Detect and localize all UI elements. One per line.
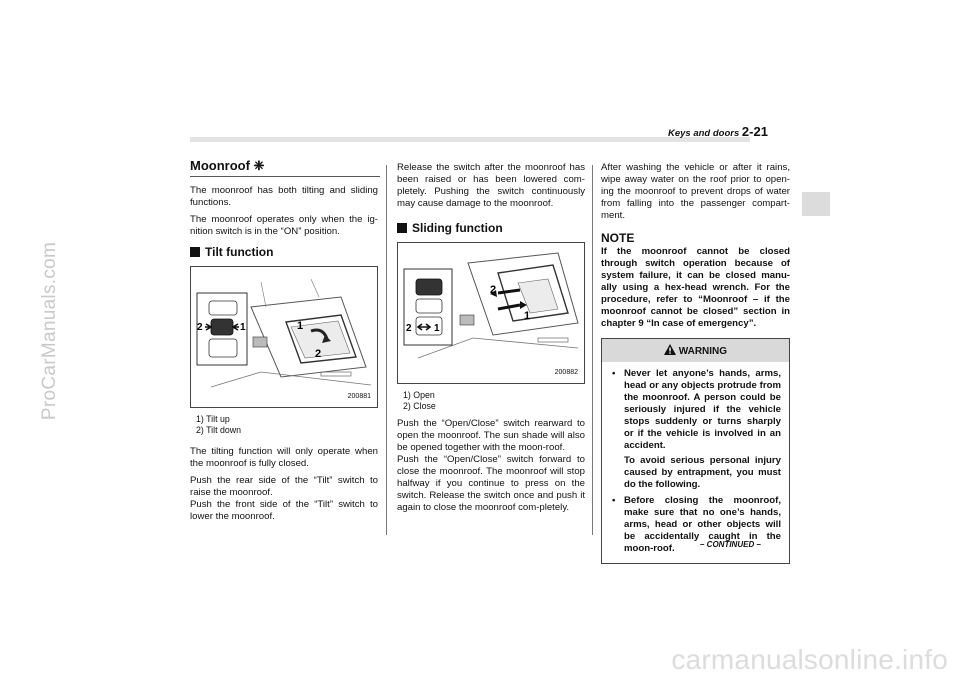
body-paragraph-3: Push the front side of the “Tilt” switch to lower the moonroof. (190, 499, 378, 522)
body-paragraph-2: Push the “Open/Close” switch rearward to open the moonroof. The sun shade will also be opened together with the moon-roof. (397, 418, 585, 453)
tilt-illustration (191, 267, 377, 407)
warning-box (601, 338, 790, 564)
figure-code: 200881 (347, 393, 371, 400)
fig-label-1: 1 (524, 310, 531, 322)
warning-triangle-icon (664, 344, 676, 355)
square-bullet-icon (397, 223, 407, 233)
warning-item (612, 368, 781, 491)
legend-item: 2) Tilt down (196, 425, 241, 435)
section-name: Keys and doors (668, 128, 740, 139)
title-rule (190, 176, 380, 177)
legend-item: 1) Open (403, 390, 435, 400)
square-bullet-icon (190, 247, 200, 257)
fig-label-1b: 1 (434, 323, 440, 334)
legend-item: 1) Tilt up (196, 414, 230, 424)
warning-text: Never let anyone’s hands, arms, head or any objects protrude from the moonroof. A person could be seriously injured if the vehicle stops suddenly or turns sharply or if the vehicle is involved in an accident. (624, 368, 781, 451)
column-divider-2 (592, 165, 593, 535)
column-1 (190, 160, 378, 528)
column-3 (601, 162, 790, 564)
sliding-figure (397, 242, 585, 384)
fig-label-1b: 1 (240, 322, 246, 333)
warning-header: WARNING (602, 339, 789, 362)
note-heading: NOTE (601, 231, 635, 245)
tilt-legend (196, 414, 378, 436)
warning-list (602, 362, 789, 563)
column-2 (397, 162, 585, 519)
body-paragraph-3: Push the “Open/Close” switch forward to close the moonroof. The moonroof will stop halfway if you continue to press on the switch. Release the switch once and push it again to close the moonroof com-pletely. (397, 454, 585, 513)
column-divider-1 (386, 165, 387, 535)
fig-label-2b: 2 (197, 322, 203, 333)
header-rule (190, 137, 750, 142)
warning-text: Before closing the moonroof, make sure that no one’s hands, arms, head or other objects will be accidentally caught in the moon-roof. (624, 495, 781, 554)
figure-code: 200882 (554, 369, 578, 376)
intro-paragraph-1: The moonroof has both tilting and sliding functions. (190, 185, 378, 208)
watermark-left: ProCarManuals.com (39, 241, 60, 421)
continued-marker: – CONTINUED – (700, 540, 761, 549)
fig-label-2: 2 (490, 284, 497, 296)
body-paragraph-2: Push the rear side of the “Tilt” switch to raise the moonroof. (190, 475, 378, 498)
section-title: Moonroof ❈ (190, 158, 265, 173)
intro-paragraph-2: The moonroof operates only when the ig-nition switch is in the “ON” position. (190, 214, 378, 237)
body-paragraph-1: The tilting function will only operate when the moonroof is fully closed. (190, 446, 378, 469)
bullet: • (612, 495, 616, 506)
option-symbol-icon: ❈ (253, 158, 265, 173)
fig-label-1: 1 (297, 320, 304, 332)
chapter-tab (802, 192, 830, 216)
watermark-bottom: carmanualsonline.info (671, 644, 948, 675)
body-paragraph-1: Release the switch after the moonroof has been raised or has been lowered com-pletely. Pushing the switch continuously may cause damage to the moonroof. (397, 162, 585, 209)
warning-subtext: To avoid serious personal injury caused by entrapment, you must do the following. (624, 455, 781, 490)
fig-label-2: 2 (315, 348, 322, 360)
sliding-function-heading: Sliding function (397, 222, 585, 234)
running-head (668, 124, 768, 139)
sliding-legend (403, 390, 585, 412)
body-paragraph-1: After washing the vehicle or after it rains, wipe away water on the roof prior to open-ing the moonroof to prevent drops of water from falling into the passenger compart-ment. (601, 162, 790, 221)
tilt-function-heading: Tilt function (190, 246, 378, 258)
note-body: If the moonroof cannot be closed through switch operation because of system failure, it can be closed manu-ally using a hex-head wrench. For the procedure, refer to “Moonroof – if the moonroof cannot be closed” section in chapter 9 “In case of emergency”. (601, 246, 790, 329)
tilt-figure (190, 266, 378, 408)
page-number: 2-21 (741, 124, 768, 139)
sliding-illustration (398, 243, 584, 383)
fig-label-2b: 2 (406, 323, 412, 334)
legend-item: 2) Close (403, 401, 436, 411)
bullet: • (612, 368, 616, 379)
